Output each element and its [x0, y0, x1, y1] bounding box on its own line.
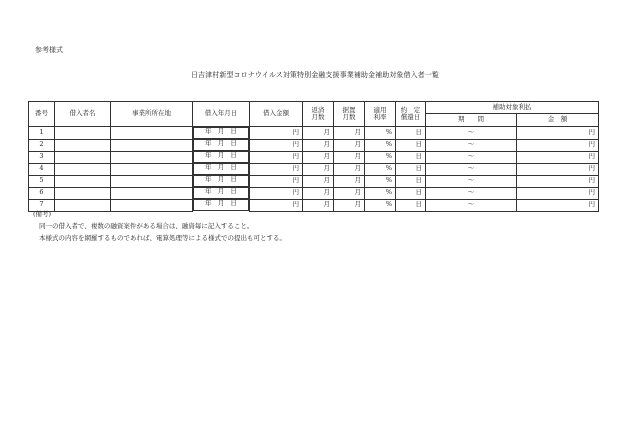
header-borrower-name: 借入者名: [55, 102, 111, 127]
header-repayment-months: [303, 102, 334, 127]
subsidy-amount-cell[interactable]: 円: [517, 175, 599, 187]
borrow-date-cell[interactable]: [193, 187, 249, 199]
office-location-cell[interactable]: [111, 163, 193, 175]
header-grace-label-1: 据置: [342, 105, 356, 114]
date-day-unit: 日: [230, 187, 237, 195]
subsidy-amount-cell[interactable]: 円: [517, 139, 599, 151]
row-number-cell: 6: [29, 187, 55, 199]
subsidy-period-cell[interactable]: ～: [426, 187, 517, 199]
subsidy-period-cell[interactable]: ～: [426, 151, 517, 163]
form-reference-label: 参考様式: [35, 46, 63, 54]
borrow-date-cell[interactable]: [193, 151, 249, 163]
applied-rate-cell[interactable]: %: [365, 151, 396, 163]
table-row: [29, 151, 599, 163]
borrow-amount-cell[interactable]: 円: [250, 151, 303, 163]
borrower-name-cell[interactable]: [55, 163, 111, 175]
date-month-unit: 月: [217, 175, 225, 183]
office-location-cell[interactable]: [111, 187, 193, 199]
borrower-name-cell[interactable]: [55, 139, 111, 151]
date-year-unit: 年: [205, 199, 212, 207]
repayment-months-cell[interactable]: 月: [303, 139, 334, 151]
notes-line-2: 本様式の内容を網羅するものであれば、電算処理等による様式での提出も可とする。: [39, 234, 286, 242]
borrow-amount-cell[interactable]: 円: [250, 163, 303, 175]
date-day-unit: 日: [230, 127, 237, 135]
date-year-unit: 年: [205, 151, 212, 159]
borrow-amount-cell[interactable]: 円: [250, 139, 303, 151]
contract-repayment-day-cell[interactable]: 日: [396, 199, 426, 211]
notes-section: [33, 208, 286, 244]
subsidy-amount-cell[interactable]: 円: [517, 151, 599, 163]
applied-rate-cell[interactable]: %: [365, 175, 396, 187]
subsidy-amount-cell[interactable]: 円: [517, 187, 599, 199]
row-number-cell: 4: [29, 163, 55, 175]
header-grace-label-2: 月数: [342, 113, 356, 121]
borrow-date-cell[interactable]: [193, 127, 249, 139]
repayment-months-cell[interactable]: 月: [303, 175, 334, 187]
borrow-amount-cell[interactable]: 円: [250, 127, 303, 140]
contract-repayment-day-cell[interactable]: 日: [396, 127, 426, 140]
borrower-name-cell[interactable]: [55, 127, 111, 140]
date-day-unit: 日: [230, 151, 237, 159]
table-row: [29, 187, 599, 199]
header-borrow-amount: 借入金額: [250, 102, 303, 127]
grace-months-cell[interactable]: 月: [334, 187, 365, 199]
subsidy-period-cell[interactable]: ～: [426, 199, 517, 211]
row-number-cell: 7: [29, 199, 55, 211]
borrower-list-table: [28, 101, 599, 212]
date-day-unit: 日: [230, 163, 237, 171]
date-month-unit: 月: [217, 127, 225, 135]
date-month-unit: 月: [217, 187, 225, 195]
date-month-unit: 月: [217, 151, 225, 159]
table-body: [29, 127, 599, 212]
header-office-location: 事業所所在地: [111, 102, 193, 127]
table-row: [29, 163, 599, 175]
date-year-unit: 年: [205, 187, 212, 195]
borrower-name-cell[interactable]: [55, 187, 111, 199]
notes-line-1: 同一の借入者で、複数の融資案件がある場合は、融資毎に記入すること。: [39, 222, 254, 230]
date-day-unit: 日: [230, 199, 237, 207]
subsidy-period-cell[interactable]: ～: [426, 163, 517, 175]
repayment-months-cell[interactable]: 月: [303, 151, 334, 163]
row-number-cell: 3: [29, 151, 55, 163]
applied-rate-cell[interactable]: %: [365, 127, 396, 140]
header-contract-repayment-day: [396, 102, 426, 127]
table-row: [29, 175, 599, 187]
office-location-cell[interactable]: [111, 139, 193, 151]
row-number-cell: 5: [29, 175, 55, 187]
header-borrow-date: 借入年月日: [193, 102, 250, 127]
date-year-unit: 年: [205, 127, 212, 135]
contract-repayment-day-cell[interactable]: 日: [396, 187, 426, 199]
borrow-amount-cell[interactable]: 円: [250, 175, 303, 187]
header-rate-label-2: 利率: [373, 113, 387, 121]
header-contract-label-2: 償還日: [400, 113, 421, 121]
office-location-cell[interactable]: [111, 151, 193, 163]
subsidy-period-cell[interactable]: ～: [426, 127, 517, 140]
borrower-name-cell[interactable]: [55, 151, 111, 163]
header-repayment-label-2: 月数: [311, 113, 325, 121]
header-subsidy-amount: 金 額: [517, 114, 599, 127]
notes-heading: (備考): [33, 210, 52, 218]
repayment-months-cell[interactable]: 月: [303, 199, 334, 211]
repayment-months-cell[interactable]: 月: [303, 163, 334, 175]
repayment-months-cell[interactable]: 月: [303, 187, 334, 199]
borrow-amount-cell[interactable]: 円: [250, 187, 303, 199]
applied-rate-cell[interactable]: %: [365, 187, 396, 199]
header-repayment-label-1: 返済: [311, 105, 325, 114]
date-day-unit: 日: [230, 139, 237, 147]
borrow-date-cell[interactable]: [193, 175, 249, 187]
contract-repayment-day-cell[interactable]: 日: [396, 139, 426, 151]
subsidy-amount-cell[interactable]: 円: [517, 127, 599, 140]
subsidy-amount-cell[interactable]: 円: [517, 199, 599, 211]
grace-months-cell[interactable]: 月: [334, 139, 365, 151]
contract-repayment-day-cell[interactable]: 日: [396, 163, 426, 175]
header-contract-label-1: 約 定: [400, 105, 421, 114]
grace-months-cell[interactable]: 月: [334, 151, 365, 163]
subsidy-period-cell[interactable]: ～: [426, 175, 517, 187]
borrow-date-cell[interactable]: [193, 163, 249, 175]
date-year-unit: 年: [205, 139, 212, 147]
borrow-amount-cell[interactable]: 円: [250, 199, 303, 211]
grace-months-cell[interactable]: 月: [334, 199, 365, 211]
grace-months-cell[interactable]: 月: [334, 175, 365, 187]
borrower-name-cell[interactable]: [55, 175, 111, 187]
table-row: [29, 139, 599, 151]
header-period: 期 間: [426, 114, 517, 127]
header-grace-months: [334, 102, 365, 127]
header-rate-label-1: 適用: [373, 105, 387, 114]
applied-rate-cell[interactable]: %: [365, 199, 396, 211]
applied-rate-cell[interactable]: %: [365, 139, 396, 151]
document-title: 日吉津村新型コロナウイルス対策特別金融支援事業補助金補助対象借入者一覧: [190, 71, 440, 79]
header-no: 番号: [29, 102, 55, 127]
header-subsidy-interest: 補助対象利払: [426, 102, 599, 114]
contract-repayment-day-cell[interactable]: 日: [396, 175, 426, 187]
date-month-unit: 月: [217, 163, 225, 171]
table-row: [29, 127, 599, 140]
grace-months-cell[interactable]: 月: [334, 163, 365, 175]
header-applied-rate: [365, 102, 396, 127]
borrow-date-cell[interactable]: [193, 139, 249, 151]
date-year-unit: 年: [205, 163, 212, 171]
applied-rate-cell[interactable]: %: [365, 163, 396, 175]
contract-repayment-day-cell[interactable]: 日: [396, 151, 426, 163]
date-year-unit: 年: [205, 175, 212, 183]
subsidy-period-cell[interactable]: ～: [426, 139, 517, 151]
office-location-cell[interactable]: [111, 175, 193, 187]
date-day-unit: 日: [230, 175, 237, 183]
subsidy-amount-cell[interactable]: 円: [517, 163, 599, 175]
date-month-unit: 月: [217, 199, 225, 207]
row-number-cell: 1: [29, 127, 55, 140]
date-month-unit: 月: [217, 139, 225, 147]
grace-months-cell[interactable]: 月: [334, 127, 365, 140]
row-number-cell: 2: [29, 139, 55, 151]
office-location-cell[interactable]: [111, 127, 193, 140]
repayment-months-cell[interactable]: 月: [303, 127, 334, 140]
